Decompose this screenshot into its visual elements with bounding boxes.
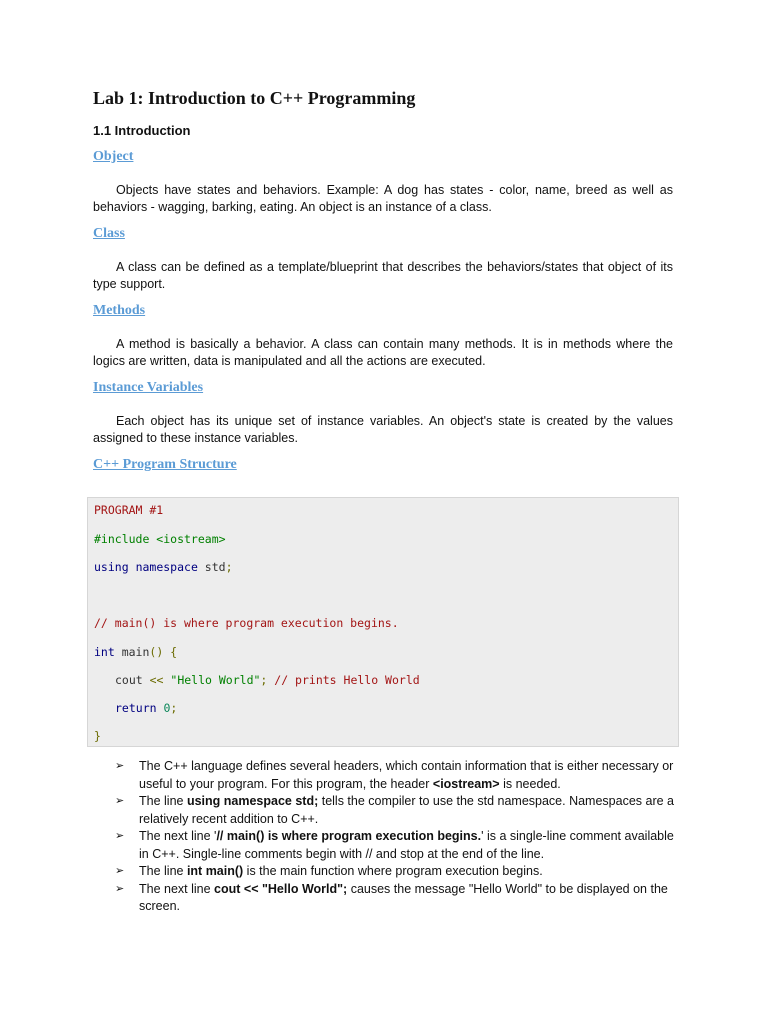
arrow-bullet-icon: ➢ <box>115 882 125 895</box>
code-include-line: #include <iostream> <box>94 532 226 546</box>
list-item: ➢ The line int main() is the main function where program execution begins. <box>115 863 675 881</box>
code-main-name: main <box>114 645 150 659</box>
code-block <box>87 497 679 747</box>
section-heading: 1.1 Introduction <box>93 123 191 138</box>
code-main-paren: () { <box>149 645 178 659</box>
arrow-bullet-icon: ➢ <box>115 760 125 772</box>
list-item: ➢ The C++ language defines several headers, which contain information that is either necessary or useful to your program. For this program, the header <iostream> is needed. <box>115 759 674 791</box>
list-item: ➢ The next line '// main() is where program execution begins.' is a single-line comment available in C++. Single-line comments begin with // and stop at the end of the line. <box>115 829 674 861</box>
arrow-bullet-icon: ➢ <box>115 830 125 842</box>
subsection-heading-program-structure: C++ Program Structure <box>93 457 237 472</box>
code-return-line <box>115 701 177 715</box>
code-cout: cout <box>115 673 150 687</box>
code-keyword-return: return <box>115 701 157 715</box>
code-label: PROGRAM #1 <box>94 503 164 517</box>
subsection-heading-class: Class <box>93 226 125 241</box>
code-std: std <box>197 560 226 574</box>
code-comment-line: // main() is where program execution begins. <box>94 616 399 630</box>
arrow-bullet-icon: ➢ <box>115 865 125 877</box>
paragraph-methods: A method is basically a behavior. A class can contain many methods. It is in methods where the logics are written, data is manipulated and all the actions are executed. <box>93 337 673 368</box>
explanation-list <box>115 758 675 916</box>
list-item: ➢ The line using namespace std; tells the compiler to use the std namespace. Namespaces are a relatively recent addition to C++. <box>115 794 674 826</box>
arrow-bullet-icon: ➢ <box>115 795 125 807</box>
code-keyword-namespace: namespace <box>135 560 198 574</box>
code-shift-operator: << <box>149 673 164 687</box>
list-item: ➢ The next line cout << "Hello World"; causes the message "Hello World" to be displayed on the screen. <box>115 881 668 913</box>
code-keyword-using: using <box>94 560 129 574</box>
document-body <box>93 86 673 475</box>
code-string-literal: "Hello World" <box>163 673 261 687</box>
page-title: Lab 1: Introduction to C++ Programming <box>93 88 416 108</box>
paragraph-object: Objects have states and behaviors. Example: A dog has states - color, name, breed as well as behaviors - wagging, barking, eating. An object is an instance of a class. <box>93 183 673 214</box>
subsection-heading-object: Object <box>93 149 134 164</box>
subsection-heading-instance-variables: Instance Variables <box>93 380 204 395</box>
code-main-line <box>94 645 177 659</box>
code-close-brace: } <box>94 729 101 743</box>
code-keyword-int: int <box>94 645 115 659</box>
code-inline-comment: // prints Hello World <box>274 673 420 687</box>
code-statement-end: ; <box>260 673 275 687</box>
subsection-heading-methods: Methods <box>93 303 146 318</box>
code-cout-line <box>115 673 420 687</box>
paragraph-class: A class can be defined as a template/blueprint that describes the behaviors/states that object of its type support. <box>93 260 673 291</box>
paragraph-instance-variables: Each object has its unique set of instance variables. An object's state is created by the values assigned to these instance variables. <box>93 414 673 445</box>
code-return-semicolon: ; <box>170 701 178 715</box>
code-return-value: 0 <box>156 701 171 715</box>
code-using-line <box>94 560 233 574</box>
code-semicolon: ; <box>225 560 233 574</box>
